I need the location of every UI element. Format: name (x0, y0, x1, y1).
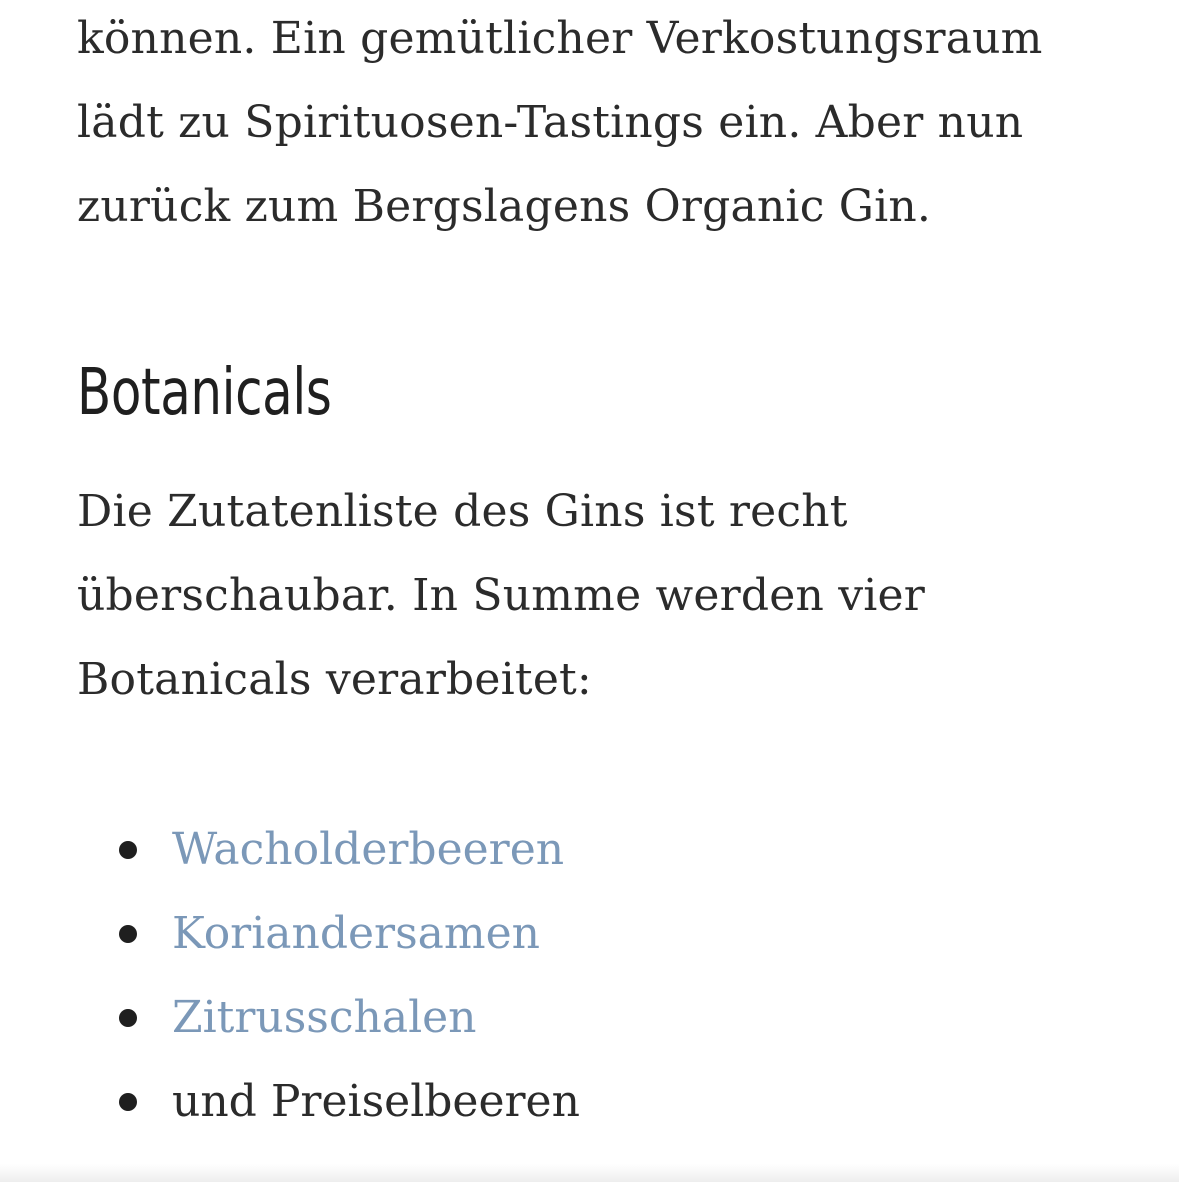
bullet-icon (119, 841, 137, 859)
list-item (77, 976, 580, 1060)
bullet-icon (119, 1093, 137, 1111)
list-item (77, 808, 580, 892)
list-item (77, 1060, 580, 1144)
bottom-edge-shadow (0, 1164, 1179, 1182)
botanicals-list (77, 808, 580, 1144)
bullet-icon (119, 1009, 137, 1027)
bullet-icon (119, 925, 137, 943)
text-preiselbeeren: und Preiselbeeren (172, 1076, 580, 1127)
link-wacholderbeeren[interactable]: Wacholderbeeren (172, 824, 565, 875)
link-koriandersamen[interactable]: Koriandersamen (172, 908, 541, 959)
link-zitrusschalen[interactable]: Zitrusschalen (172, 992, 477, 1043)
section-heading-botanicals: Botanicals (77, 356, 332, 430)
list-item (77, 892, 580, 976)
intro-paragraph: können. Ein gemütlicher Verkostungsraum lädt zu Spirituosen-Tastings ein. Aber nun zurück zum Bergslagens Organic Gin. (77, 13, 1043, 232)
botanicals-paragraph: Die Zutatenliste des Gins ist recht überschaubar. In Summe werden vier Botanicals verarbeitet: (77, 486, 925, 705)
